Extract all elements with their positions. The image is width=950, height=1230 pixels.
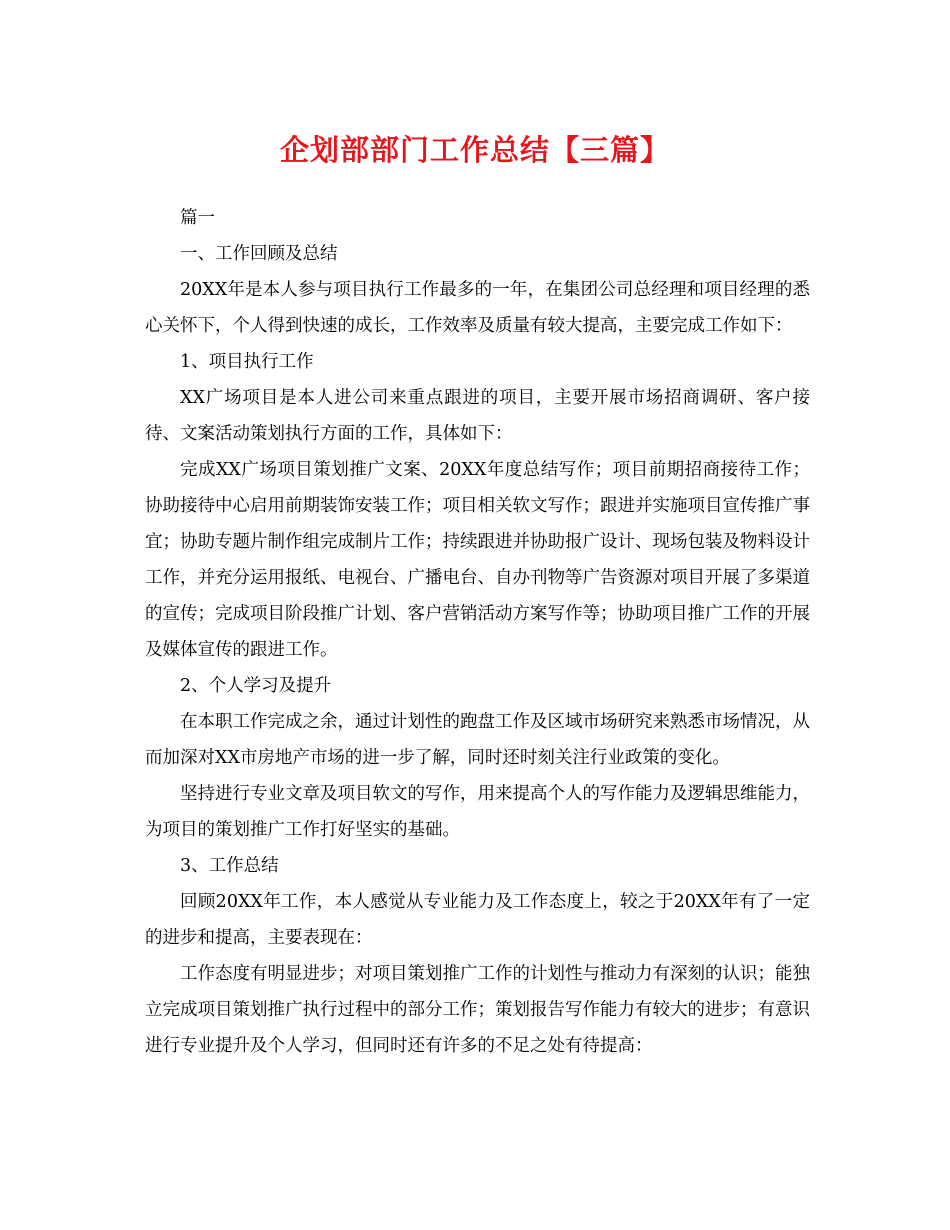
paragraph-summary-intro: 回顾20XX年工作，本人感觉从专业能力及工作态度上，较之于20XX年有了一定的进步和提高，主要表现在： (145, 892, 810, 948)
document-title: 企划部部门工作总结【三篇】 (279, 133, 670, 167)
paragraph-intro: 20XX年是本人参与项目执行工作最多的一年，在集团公司总经理和项目经理的悉心关怀下，个人得到快速的成长，工作效率及质量有较大提高，主要完成工作如下： (145, 280, 810, 336)
document-body (145, 200, 810, 1064)
paragraph-heading-project-execution: 1、项目执行工作 (180, 352, 314, 372)
paragraph-heading-summary: 3、工作总结 (180, 856, 279, 876)
paragraph-learning-market: 在本职工作完成之余，通过计划性的跑盘工作及区域市场研究来熟悉市场情况，从而加深对XX市房地产市场的进一步了解，同时还时刻关注行业政策的变化。 (145, 712, 810, 768)
paragraph-learning-writing: 坚持进行专业文章及项目软文的写作，用来提高个人的写作能力及逻辑思维能力，为项目的策划推广工作打好坚实的基础。 (145, 784, 810, 840)
paragraph-project-overview: XX广场项目是本人进公司来重点跟进的项目，主要开展市场招商调研、客户接待、文案活动策划执行方面的工作，具体如下： (145, 388, 810, 444)
paragraph-heading-learning: 2、个人学习及提升 (180, 676, 332, 696)
paragraph-project-details: 完成XX广场项目策划推广文案、20XX年度总结写作；项目前期招商接待工作；协助接待中心启用前期装饰安装工作；项目相关软文写作；跟进并实施项目宣传推广事宜；协助专题片制作组完成制片工作；持续跟进并协助报广设计、现场包装及物料设计工作，并充分运用报纸、电视台、广播电台、自办刊物等广告资源对项目开展了多渠道的宣传；完成项目阶段推广计划、客户营销活动方案写作等；协助项目推广工作的开展及媒体宣传的跟进工作。 (145, 460, 810, 660)
paragraph-heading-review: 一、工作回顾及总结 (180, 244, 338, 264)
paragraph-section-label: 篇一 (180, 208, 215, 228)
paragraph-summary-details: 工作态度有明显进步；对项目策划推广工作的计划性与推动力有深刻的认识；能独立完成项目策划推广执行过程中的部分工作；策划报告写作能力有较大的进步；有意识进行专业提升及个人学习，但同时还有许多的不足之处有待提高： (145, 964, 810, 1056)
